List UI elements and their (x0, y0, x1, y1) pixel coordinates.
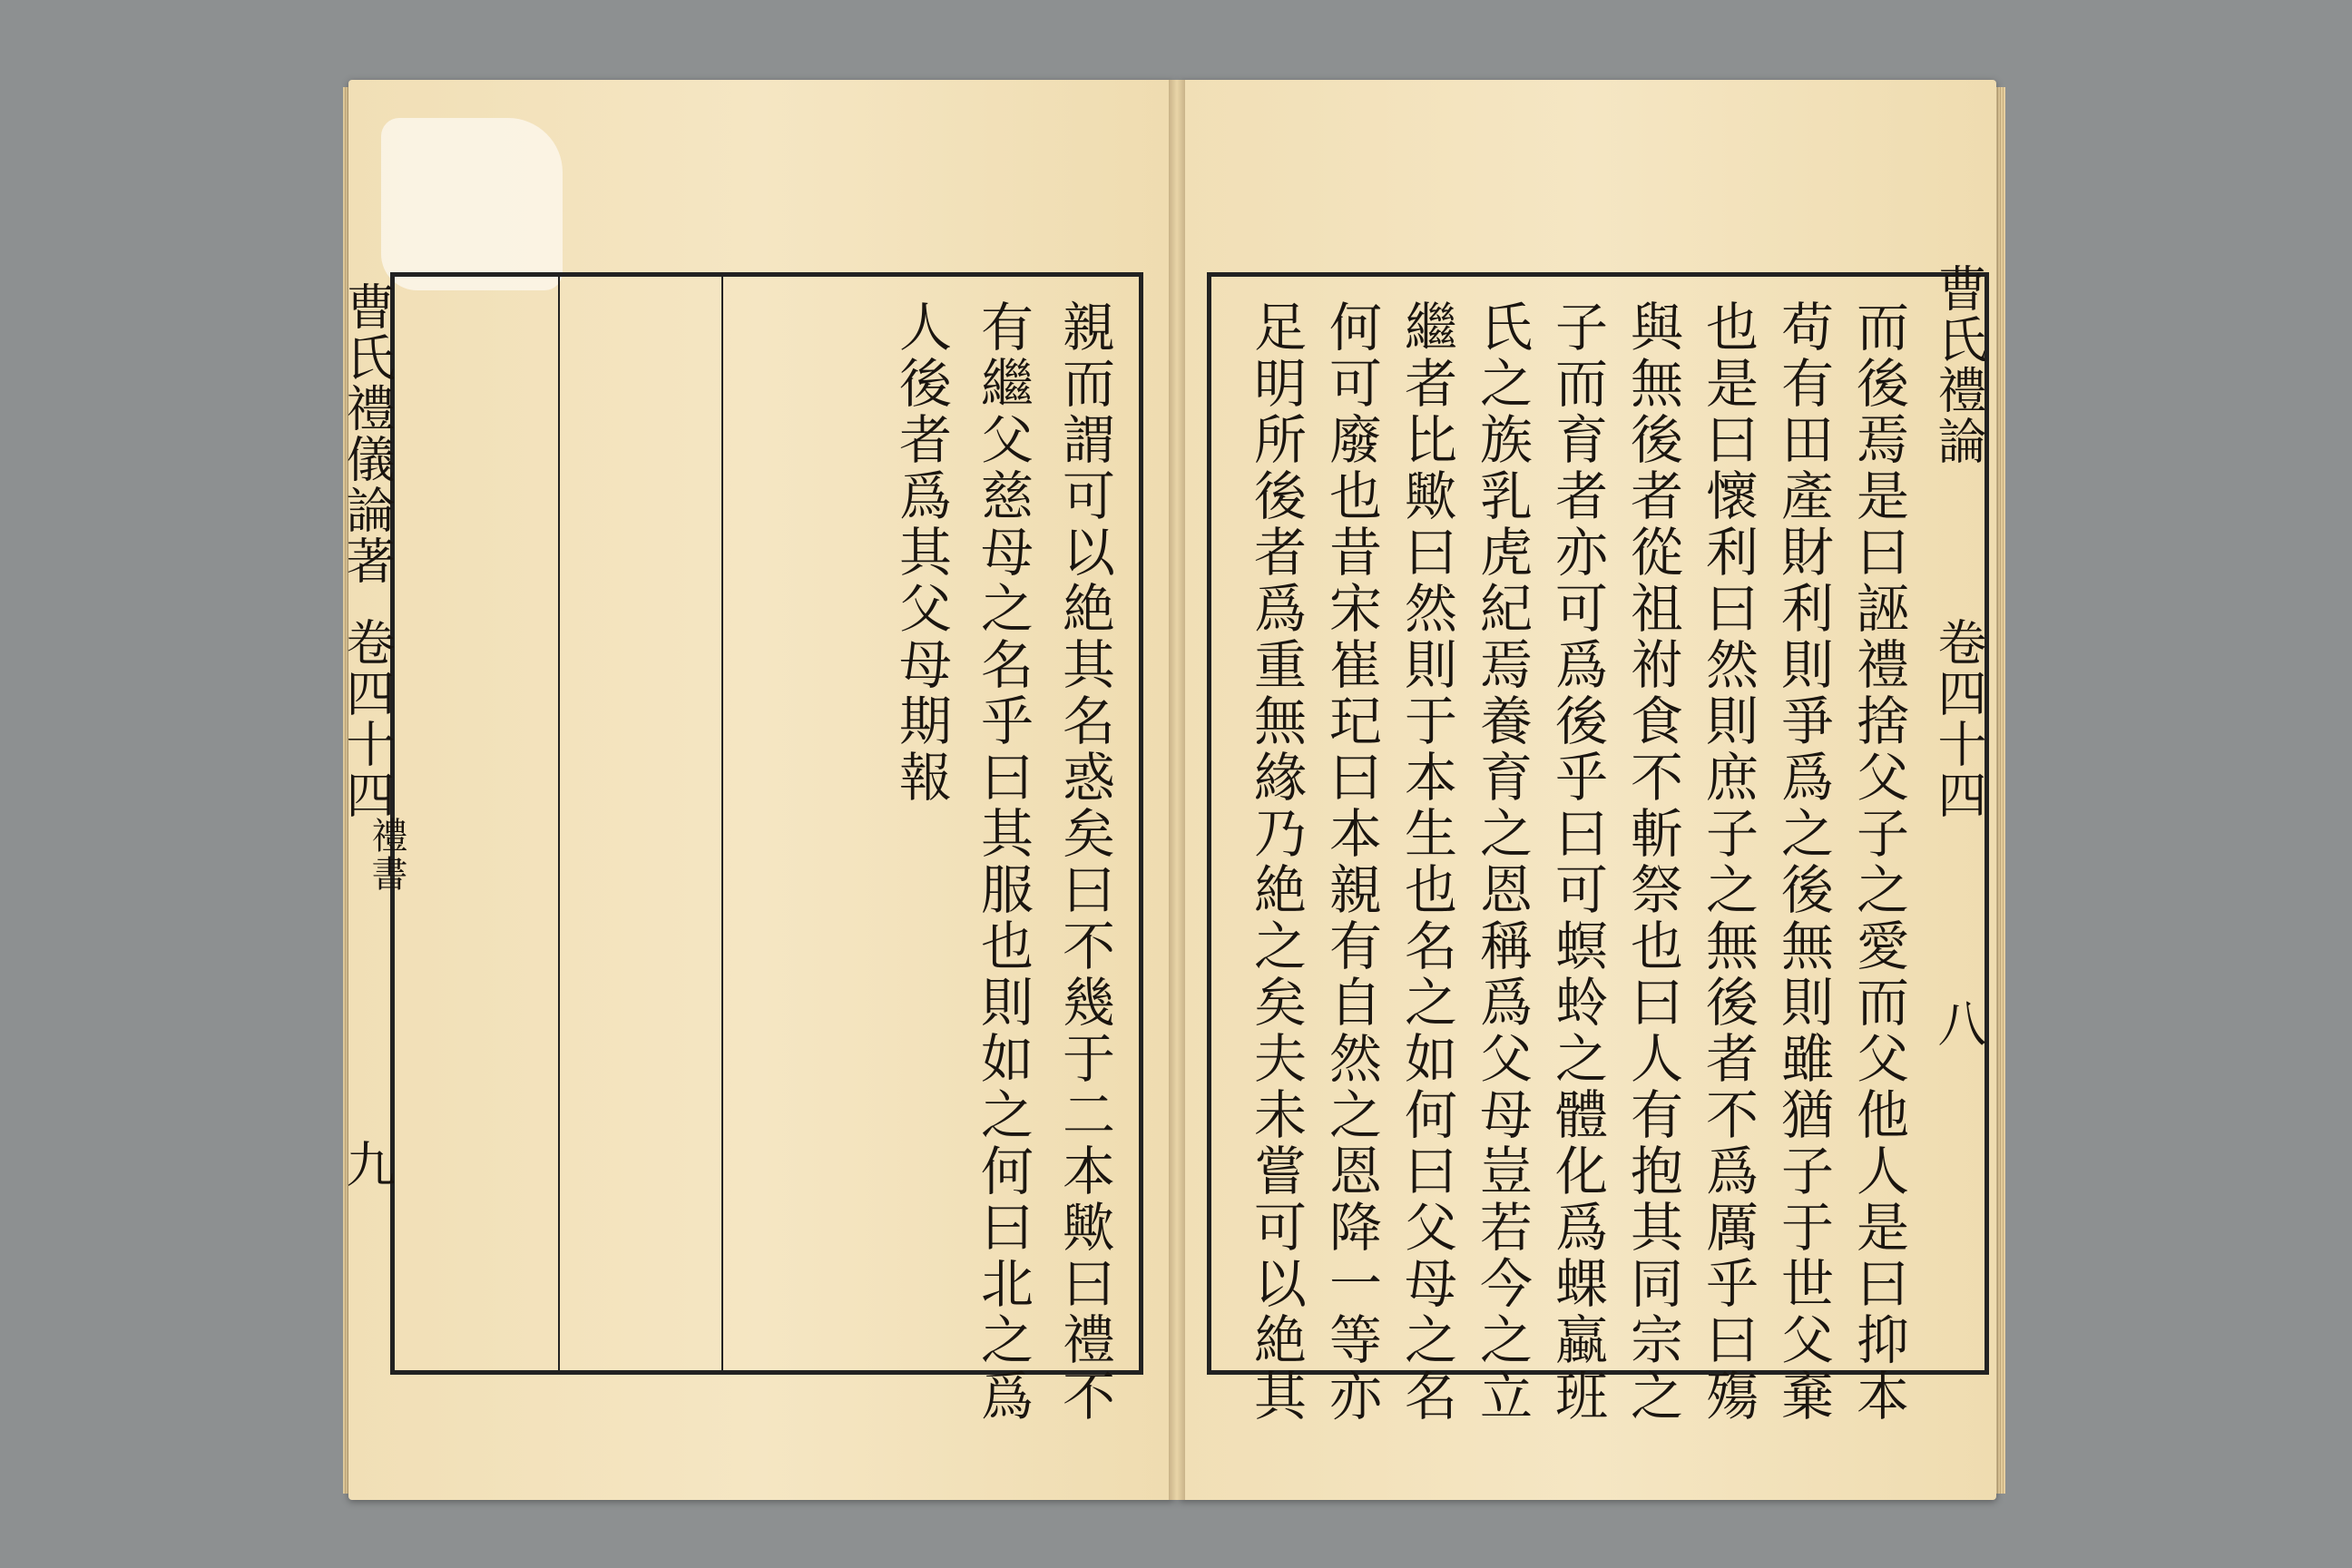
right-text-column-1: 而後焉是曰誣禮捨父子之愛而父他人是曰抑本 (1847, 299, 1909, 1425)
column-rule (558, 277, 560, 1370)
left-text-column-1: 親而謂可以絶其名惑矣曰不幾于二本歟曰禮不 (1054, 299, 1115, 1425)
paper-damage (381, 118, 563, 290)
right-text-column-4: 與無後者從祖祔食不斬祭也曰人有抱其同宗之 (1622, 299, 1683, 1425)
left-spine-title: 曹氏禮儀論著 (338, 281, 396, 586)
right-text-column-8: 何可廢也昔宋崔玘曰本親有自然之恩降一等亦 (1320, 299, 1382, 1425)
right-text-column-6: 氏之族乳虎紀焉養育之恩稱爲父母豈若今之立 (1471, 299, 1533, 1425)
right-spine-volume: 卷四十四 (1930, 617, 1987, 820)
right-text-column-9: 足明所後者爲重無緣乃絶之矣夫未嘗可以絶其 (1245, 299, 1307, 1425)
right-spine-leaf: 八 (1930, 998, 1987, 1049)
left-spine-rule (1139, 277, 1142, 1370)
left-spine-leaf: 九 (338, 1139, 396, 1190)
column-rule (721, 277, 723, 1370)
right-text-column-7: 繼者比歟曰然則于本生也名之如何曰父母之名 (1396, 299, 1457, 1425)
right-text-column-3: 也是曰懷利曰然則庶子之無後者不爲厲乎曰殤 (1697, 299, 1759, 1425)
left-spine-section: 禮書 (366, 817, 407, 893)
gutter (1169, 80, 1185, 1500)
left-text-column-3: 人後者爲其父母期報 (890, 299, 952, 806)
right-text-column-2: 苟有田產財利則爭爲之後無則雖猶子于世父棄 (1772, 299, 1834, 1425)
right-spine-title: 曹氏禮論 (1930, 263, 1987, 466)
right-text-column-5: 子而育者亦可爲後乎曰可螟蛉之體化爲蜾蠃班 (1546, 299, 1608, 1425)
left-text-column-2: 有繼父慈母之名乎曰其服也則如之何曰北之爲 (972, 299, 1034, 1425)
left-spine-volume: 卷四十四 (338, 617, 396, 820)
